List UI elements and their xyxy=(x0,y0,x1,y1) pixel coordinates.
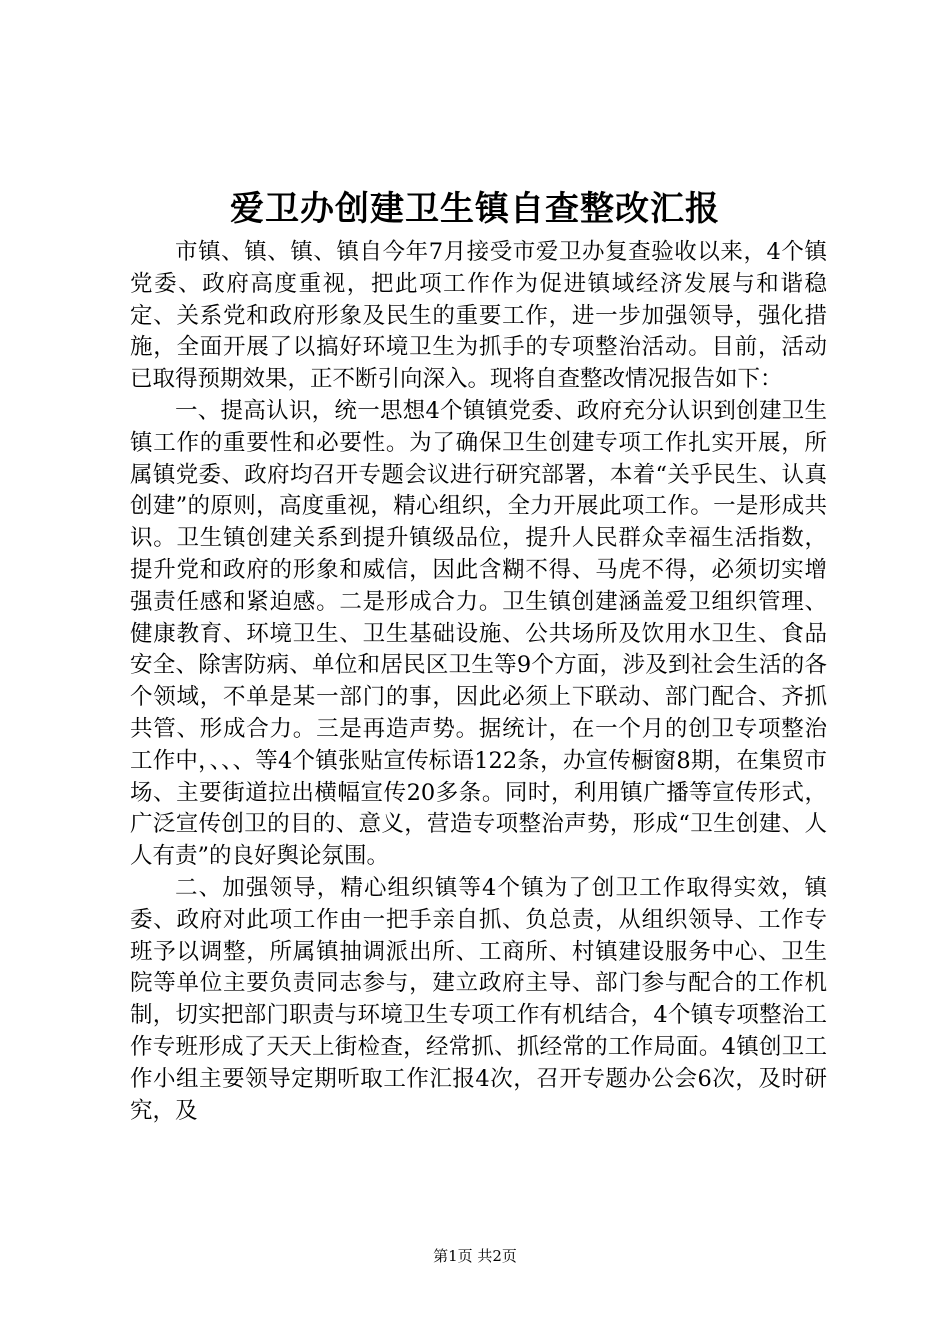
document-title: 爱卫办创建卫生镇自查整改汇报 xyxy=(230,189,720,229)
document-body xyxy=(130,237,827,1127)
paragraph-section-two: 二、加强领导，精心组织镇等4个镇为了创卫工作取得实效，镇委、政府对此项工作由一把手亲自抓、负总责，从组织领导、工作专班予以调整，所属镇抽调派出所、工商所、村镇建设服务中心、卫生院等单位主要负责同志参与，建立政府主导、部门参与配合的工作机制，切实把部门职责与环境卫生专项工作有机结合，4个镇专项整治工作专班形成了天天上街检查，经常抓、抓经常的工作局面。4镇创卫工作小组主要领导定期听取工作汇报4次，召开专题办公会6次，及时研究，及 xyxy=(130,874,827,1124)
page-number-footer: 第1页 共2页 xyxy=(433,1247,517,1265)
paragraph-intro: 市镇、镇、镇、镇自今年7月接受市爱卫办复查验收以来，4个镇党委、政府高度重视，把此项工作作为促进镇域经济发展与和谐稳定、关系党和政府形象及民生的重要工作，进一步加强领导，强化措施，全面开展了以搞好环境卫生为抓手的专项整治活动。目前，活动已取得预期效果，正不断引向深入。现将自查整改情况报告如下： xyxy=(130,239,827,393)
paragraph-section-one: 一、提高认识，统一思想4个镇镇党委、政府充分认识到创建卫生镇工作的重要性和必要性。为了确保卫生创建专项工作扎实开展，所属镇党委、政府均召开专题会议进行研究部署，本着“关乎民生、认真创建”的原则，高度重视，精心组织，全力开展此项工作。一是形成共识。卫生镇创建关系到提升镇级品位，提升人民群众幸福生活指数，提升党和政府的形象和威信，因此含糊不得、马虎不得，必须切实增强责任感和紧迫感。二是形成合力。卫生镇创建涵盖爱卫组织管理、健康教育、环境卫生、卫生基础设施、公共场所及饮用水卫生、食品安全、除害防病、单位和居民区卫生等9个方面，涉及到社会生活的各个领域，不单是某一部门的事，因此必须上下联动、部门配合、齐抓共管、形成合力。三是再造声势。据统计，在一个月的创卫专项整治工作中，、、、等4个镇张贴宣传标语122条，办宣传橱窗8期，在集贸市场、主要街道拉出横幅宣传20多条。同时，利用镇广播等宣传形式，广泛宣传创卫的目的、意义，营造专项整治声势，形成“卫生创建、人人有责”的良好舆论氛围。 xyxy=(130,397,827,870)
